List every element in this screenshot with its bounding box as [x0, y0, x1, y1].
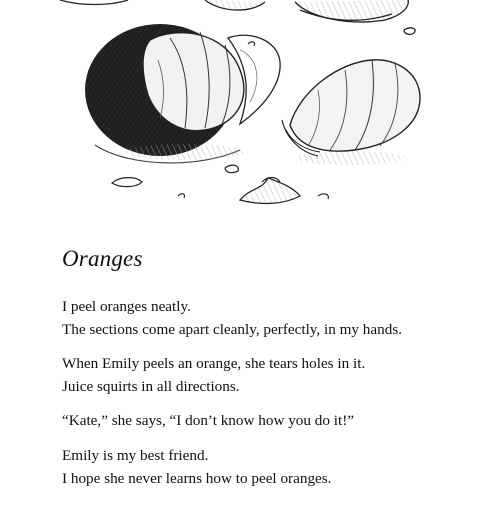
stanza-2	[62, 353, 482, 398]
top-peel-pieces	[60, 0, 415, 34]
orange-segments	[282, 60, 420, 165]
poem-line: When Emily peels an orange, she tears holes in it.	[62, 355, 366, 373]
poem-line: I peel oranges neatly.	[62, 298, 191, 315]
poem-line: Juice squirts in all directions.	[62, 377, 240, 395]
stanza-1	[62, 296, 482, 341]
poem-line: Emily is my best friend.	[62, 446, 209, 464]
oranges-illustration	[0, 0, 500, 220]
poem-title: Oranges	[62, 246, 143, 271]
stanza-4	[62, 445, 482, 490]
poem-line: The sections come apart cleanly, perfectly, in my hands.	[62, 320, 403, 338]
poem-line: “Kate,” she says, “I don’t know how you do it!”	[62, 412, 355, 430]
stanza-3	[62, 410, 482, 433]
whole-orange	[85, 24, 280, 163]
poem-line: I hope she never learns how to peel oranges.	[62, 469, 332, 487]
poem-body	[62, 296, 482, 502]
